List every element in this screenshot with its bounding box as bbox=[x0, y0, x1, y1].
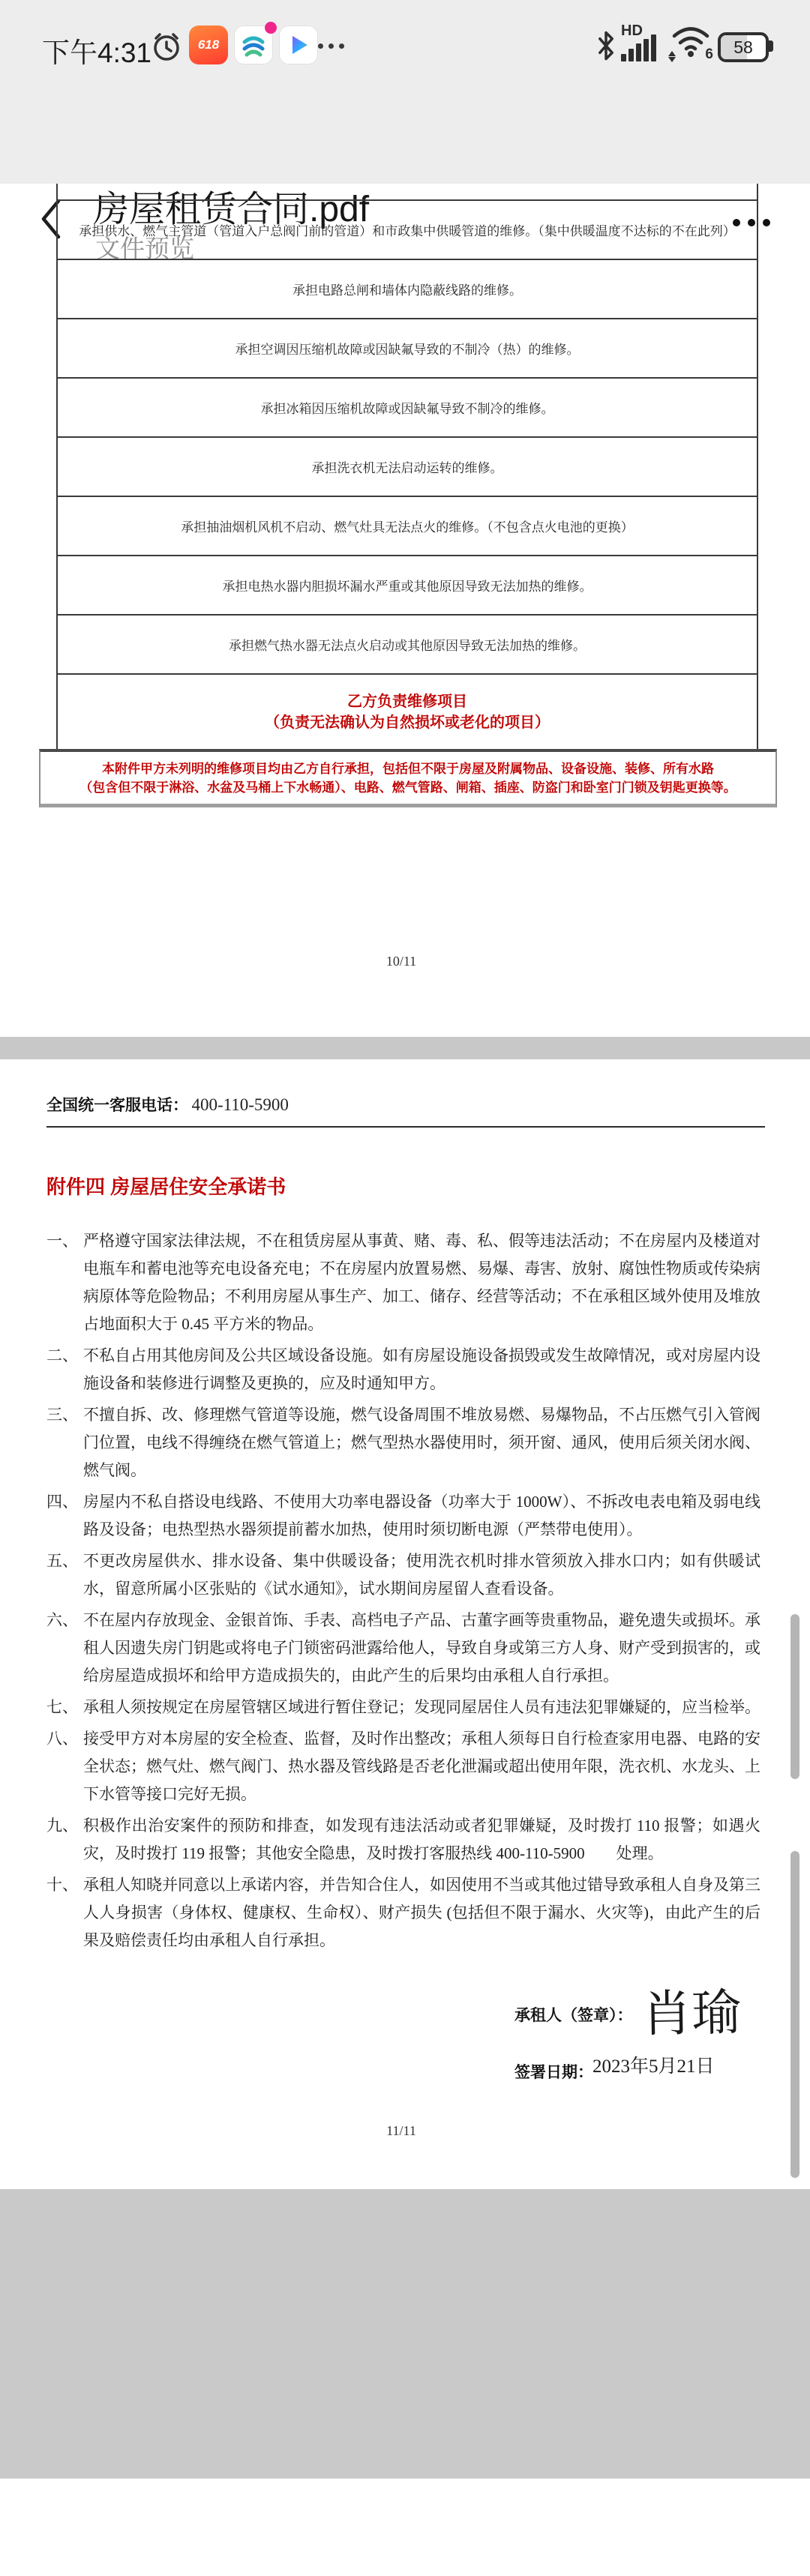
page-number-11: 11/11 bbox=[386, 2123, 416, 2138]
list-item-number: 十、 bbox=[46, 1876, 78, 1894]
list-item-number: 一、 bbox=[46, 1232, 78, 1250]
battery-icon bbox=[718, 32, 769, 62]
table-row: 承担供水、燃气主管道（管道入户总阀门前的管道）和市政集中供暖管道的维修。（集中供暖温度不达标的不在此列） bbox=[58, 201, 757, 260]
list-item-number: 七、 bbox=[46, 1698, 78, 1716]
sign-date-value: 2023年5月21日 bbox=[592, 2056, 715, 2077]
app-618-icon: 618 bbox=[189, 25, 228, 64]
clock-text: 下午4:31 bbox=[42, 37, 152, 68]
list-item-number: 三、 bbox=[46, 1406, 78, 1424]
table-row: 承担电热水器内胆损坏漏水严重或其他原因导致无法加热的维修。 bbox=[58, 556, 757, 616]
signal-strength-icon bbox=[621, 34, 663, 61]
page-divider bbox=[0, 1037, 810, 1059]
list-item-number: 二、 bbox=[46, 1346, 78, 1364]
hotline-row bbox=[46, 1093, 765, 1128]
list-item bbox=[46, 1607, 760, 1690]
scrollbar-thumb-lower[interactable] bbox=[790, 1851, 800, 2178]
renter-signature-name: 肖瑜 bbox=[641, 1985, 742, 2043]
tenant-responsibility-title-row bbox=[58, 675, 757, 749]
list-item-number: 四、 bbox=[46, 1493, 78, 1511]
table-row: 承担洗衣机无法启动运转的维修。 bbox=[58, 438, 757, 497]
safety-commitment-list bbox=[46, 1227, 760, 1958]
tenant-responsibility-title-line1: 乙方负责维修项目 bbox=[347, 693, 467, 710]
list-item-number: 六、 bbox=[46, 1611, 78, 1629]
list-item-text: 承租人须按规定在房屋管辖区域进行暂住登记；发现同屋居住人员有违法犯罪嫌疑的，应当检举。 bbox=[83, 1698, 760, 1716]
app-messenger-icon bbox=[234, 25, 273, 64]
table-row: 承担燃气热水器无法点火启动或其他原因导致无法加热的维修。 bbox=[58, 616, 757, 675]
attachment-heading: 附件四 房屋居住安全承诺书 bbox=[46, 1176, 286, 1198]
tenant-responsibility-title-line2: （负责无法确认为自然损坏或老化的项目） bbox=[265, 714, 550, 731]
list-item-text: 不在屋内存放现金、金银首饰、手表、高档电子产品、古董字画等贵重物品，避免遗失或损坏。承租人因遗失房门钥匙或将电子门锁密码泄露给他人，导致自身或第三方人身、财产受到损害的，或给房屋造成损坏和给甲方造成损失的，由此产生的后果均由承租人自行承担。 bbox=[83, 1611, 760, 1685]
table-row: 承担冰箱因压缩机故障或因缺氟导致不制冷的维修。 bbox=[58, 379, 757, 438]
alarm-icon bbox=[150, 30, 183, 63]
list-item bbox=[46, 1488, 760, 1544]
notification-dot bbox=[265, 22, 277, 34]
note-line2: （包含但不限于淋浴、水盆及马桶上下水畅通）、电路、燃气管路、闸箱、插座、防盗门和卧室门门锁及钥匙更换等。 bbox=[80, 780, 736, 795]
battery-nub bbox=[769, 40, 773, 52]
list-item-number: 九、 bbox=[46, 1817, 78, 1835]
list-item bbox=[46, 1812, 760, 1868]
list-item-number: 八、 bbox=[46, 1730, 78, 1748]
hd-volte-label: HD bbox=[621, 22, 643, 39]
list-item-text: 承租人知晓并同意以上承诺内容，并告知合住人，如因使用不当或其他过错导致承租人自身及第三人人身损害（身体权、健康权、生命权）、财产损失 (包括但不限于漏水、火灾等)，由此产生的后果及赔偿责任均由承租人自行承担。 bbox=[83, 1876, 760, 1949]
table-row: 承担抽油烟机风机不启动、燃气灶具无法点火的维修。（不包含点火电池的更换） bbox=[58, 497, 757, 556]
list-item bbox=[46, 1401, 760, 1484]
list-item-number: 五、 bbox=[46, 1552, 78, 1570]
list-item-text: 不私自占用其他房间及公共区域设备设施。如有房屋设施设备损毁或发生故障情况，或对房屋内设施设备和装修进行调整及更换的，应及时通知甲方。 bbox=[83, 1346, 760, 1392]
list-item-text: 接受甲方对本房屋的安全检查、监督，及时作出整改；承租人须每日自行检查家用电器、电路的安全状态；燃气灶、燃气阀门、热水器及管线路是否老化泄漏或超出使用年限，洗衣机、水龙头、上下水管等接口完好无损。 bbox=[83, 1730, 760, 1803]
wifi-icon bbox=[670, 24, 712, 63]
bluetooth-icon bbox=[595, 30, 617, 61]
status-overflow-dots-icon bbox=[318, 43, 344, 49]
system-nav-bar bbox=[0, 2479, 810, 2576]
list-item bbox=[46, 1871, 760, 1954]
hotline-number: 400-110-5900 bbox=[191, 1095, 289, 1114]
list-item bbox=[46, 1342, 760, 1397]
list-item-text: 不更改房屋供水、排水设备、集中供暖设备；使用洗衣机时排水管须放入排水口内；如有供暖试水，留意所属小区张贴的《试水通知》，试水期间房屋留人查看设备。 bbox=[83, 1552, 760, 1598]
page-number-10: 10/11 bbox=[386, 954, 417, 969]
table-row-partial bbox=[58, 184, 757, 201]
table-row: 承担电路总闸和墙体内隐蔽线路的维修。 bbox=[58, 260, 757, 319]
maintenance-table bbox=[56, 184, 758, 749]
renter-signature-label: 承租人（签章）： bbox=[514, 2007, 633, 2024]
scrollbar-thumb-upper[interactable] bbox=[790, 1614, 800, 1779]
list-item-text: 积极作出治安案件的预防和排查，如发现有违法活动或者犯罪嫌疑，及时拨打 110 报警；如遇火灾，及时拨打 119 报警；其他安全隐患，及时拨打客服热线 400-110-5900 处理。 bbox=[83, 1817, 760, 1862]
list-item bbox=[46, 1227, 760, 1338]
battery-percent-label: 58 bbox=[734, 37, 753, 57]
status-bar bbox=[0, 0, 810, 85]
list-item-text: 房屋内不私自搭设电线路、不使用大功率电器设备（功率大于 1000W）、不拆改电表电箱及弱电线路及设备；电热型热水器须提前蓄水加热，使用时须切断电源（严禁带电使用）。 bbox=[83, 1493, 760, 1538]
note-line1: 本附件甲方未列明的维修项目均由乙方自行承担，包括但不限于房屋及附属物品、设备设施、装修、所有水路 bbox=[102, 761, 714, 776]
list-item-text: 严格遵守国家法律法规，不在租赁房屋从事黄、赌、毒、私、假等违法活动；不在房屋内及楼道对电瓶车和蓄电池等充电设备充电；不在房屋内放置易燃、易爆、毒害、放射、腐蚀性物质或传染病病原体等危险物品；不利用房屋从事生产、加工、储存、经营等活动；不在承租区域外使用及堆放占地面积大于 0.45 平方米的物品。 bbox=[83, 1232, 760, 1333]
tenant-responsibility-note-row bbox=[39, 749, 777, 807]
content-background-gray bbox=[0, 2189, 810, 2479]
list-item-text: 不擅自拆、改、修理燃气管道等设施，燃气设备周围不堆放易燃、易爆物品，不占压燃气引入管阀门位置，电线不得缠绕在燃气管道上；燃气型热水器使用时，须开窗、通风，使用后须关闭水阀、燃气阀。 bbox=[83, 1406, 760, 1479]
list-item bbox=[46, 1725, 760, 1808]
page-subtitle: 文件预览 bbox=[95, 235, 194, 262]
renter-signature-row bbox=[514, 2003, 633, 2026]
table-row: 承担空调因压缩机故障或因缺氟导致的不制冷（热）的维修。 bbox=[58, 319, 757, 379]
wifi6-label: 6 bbox=[705, 46, 713, 62]
sign-date-label: 签署日期： bbox=[514, 2064, 593, 2081]
list-item bbox=[46, 1694, 760, 1721]
page-title: 房屋租赁合同.pdf bbox=[93, 190, 370, 229]
app-video-icon bbox=[279, 25, 318, 64]
hotline-label: 全国统一客服电话： bbox=[46, 1097, 188, 1114]
list-item bbox=[46, 1547, 760, 1603]
wifi-traffic-arrows-icon bbox=[668, 51, 676, 62]
